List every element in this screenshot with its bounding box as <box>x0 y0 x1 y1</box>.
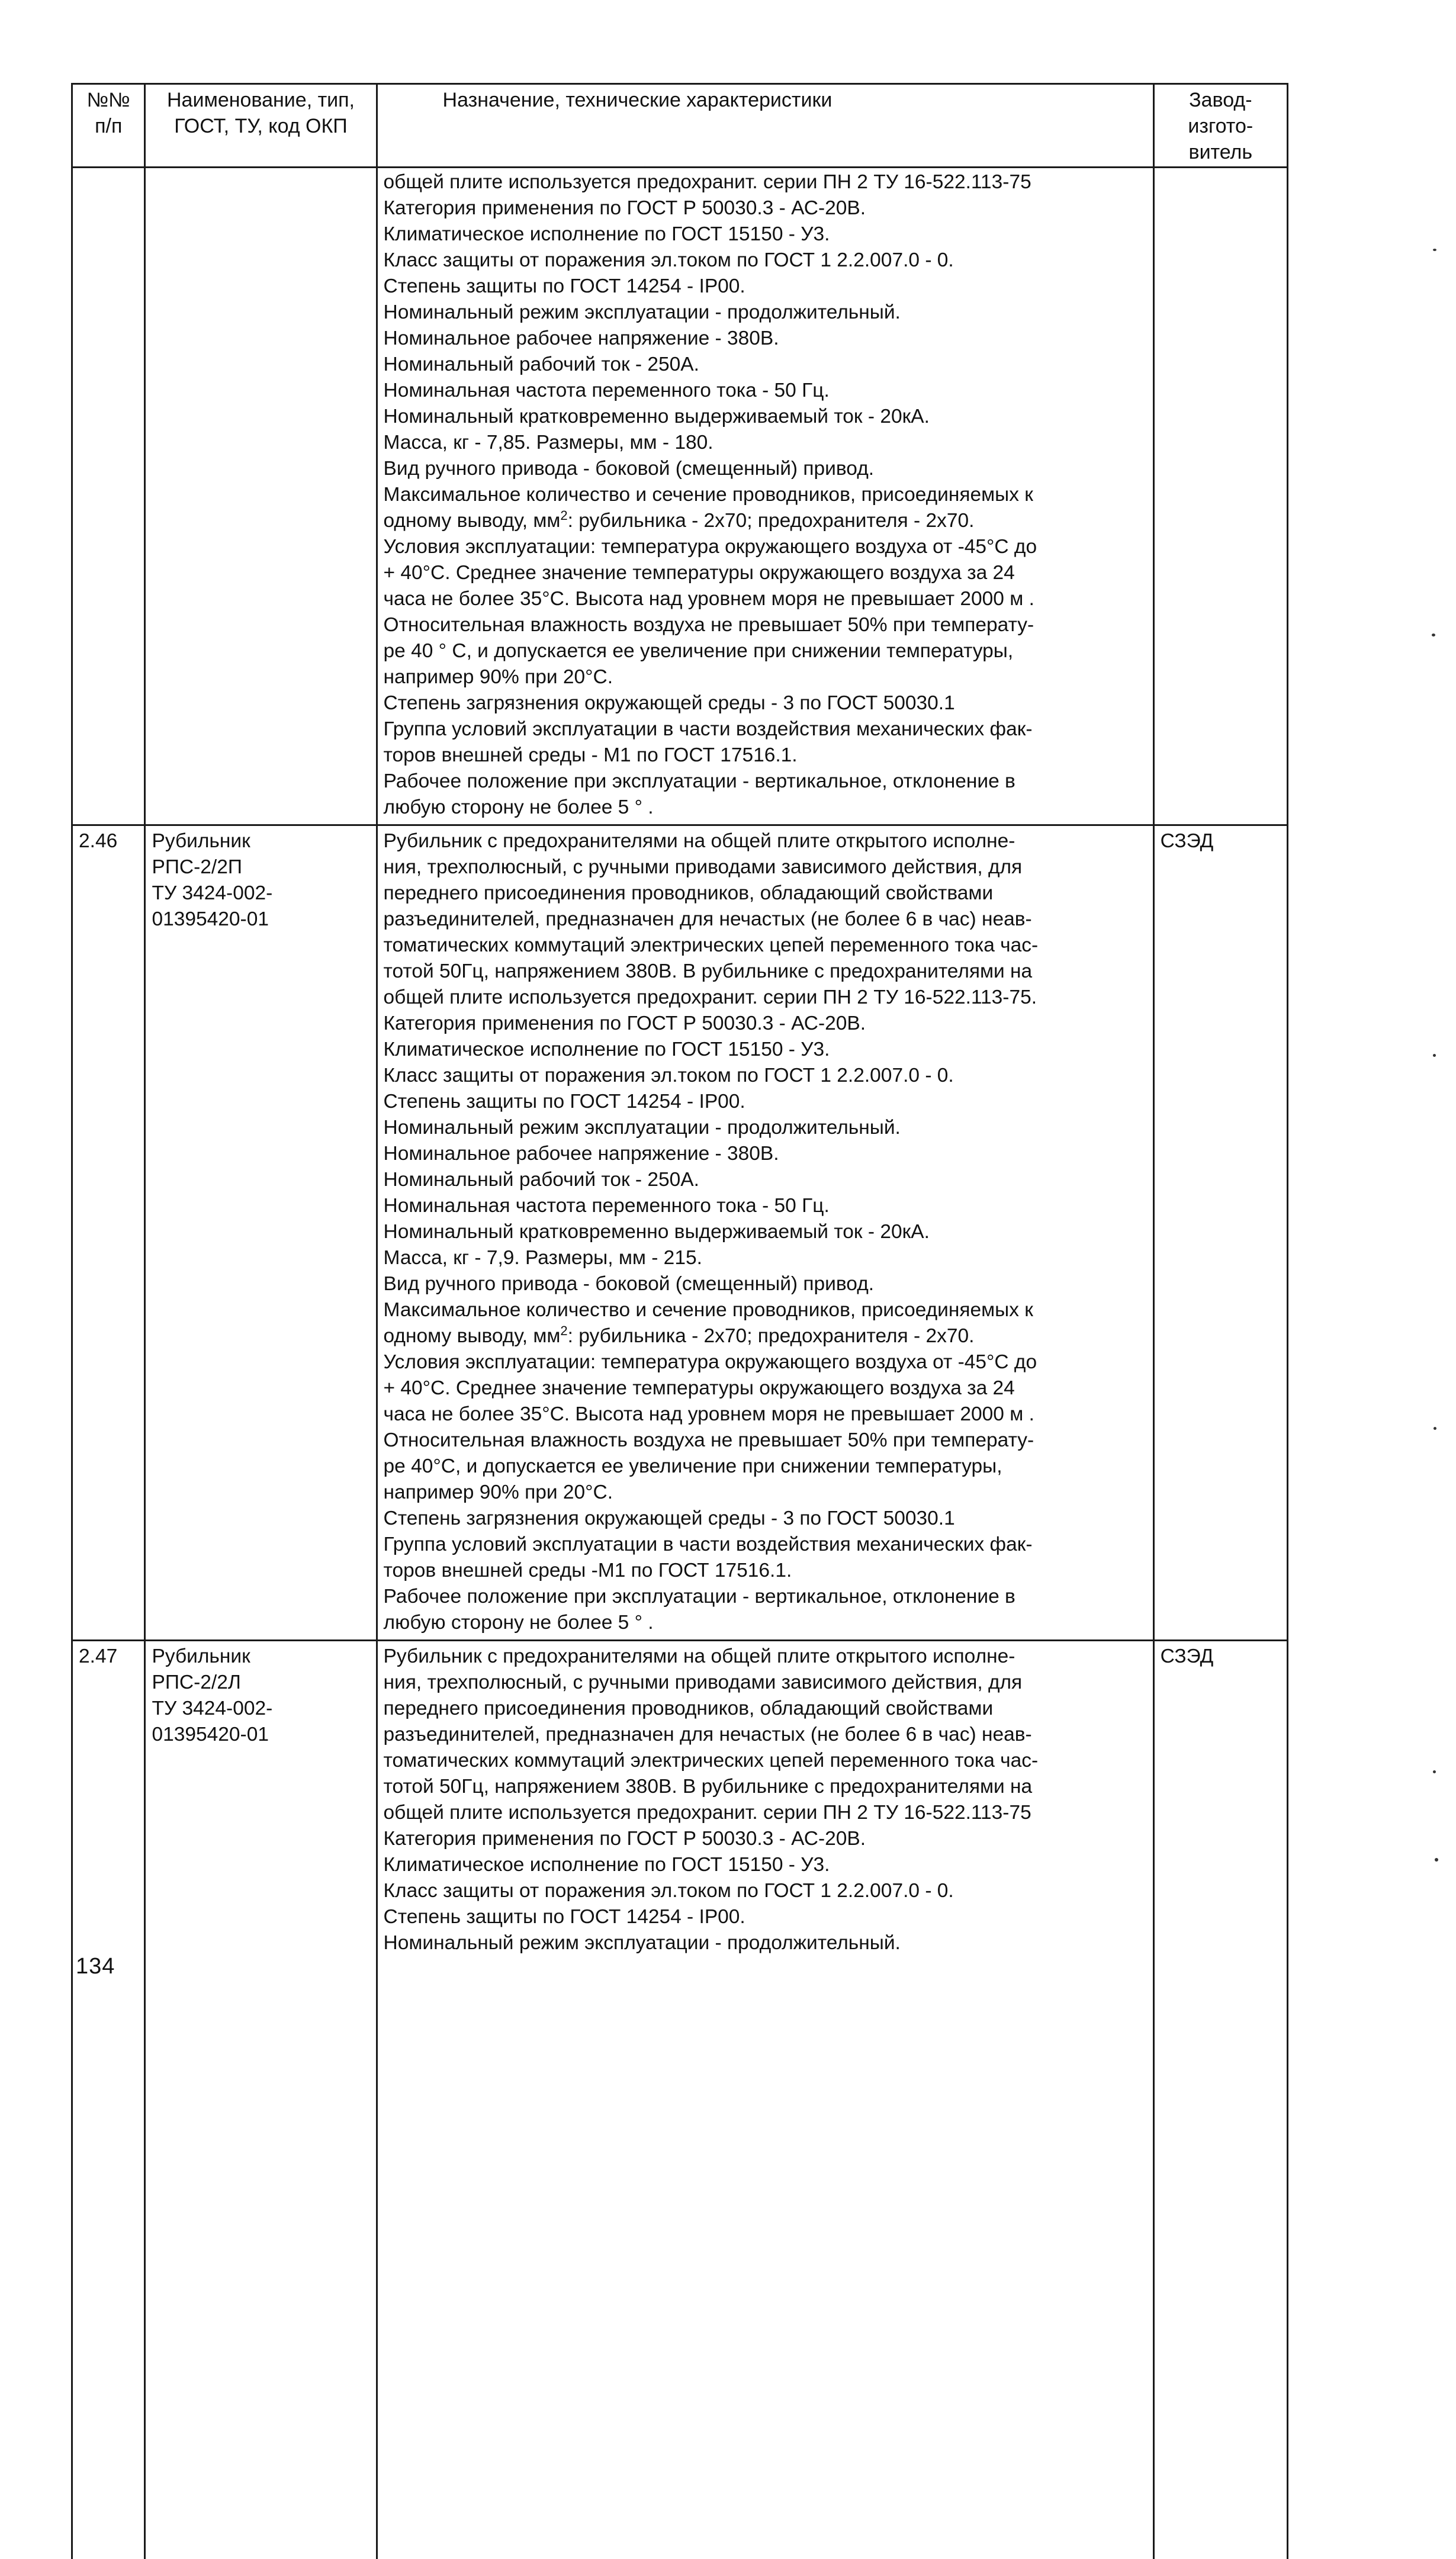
text-line: Номинальный режим эксплуатации - продолжительный. <box>384 1115 1147 1141</box>
text-line: 01395420-01 <box>152 1722 369 1748</box>
table-row <box>72 825 1288 1641</box>
page-number: 134 <box>76 1954 115 1979</box>
text-line: Рубильник с предохранителями на общей плите открытого исполне- <box>384 828 1147 854</box>
text-line: 01395420-01 <box>152 906 369 933</box>
row-name <box>145 825 377 1641</box>
row-description <box>377 825 1153 1641</box>
text-line: Вид ручного привода - боковой (смещенный) привод. <box>384 1271 1147 1297</box>
text-line: + 40°С. Среднее значение температуры окружающего воздуха за 24 <box>384 560 1147 586</box>
text-line: Масса, кг - 7,9. Размеры, мм - 215. <box>384 1245 1147 1271</box>
text-line: томатических коммутаций электрических цепей переменного тока час- <box>384 1748 1147 1774</box>
text-line: переднего присоединения проводников, обладающий свойствами <box>384 1696 1147 1722</box>
scan-speck <box>1432 634 1435 636</box>
text-line: общей плите используется предохранит. серии ПН 2 ТУ 16-522.113-75. <box>384 985 1147 1011</box>
header-description: Назначение, технические характеристики <box>377 84 1153 168</box>
scan-speck <box>1435 1858 1438 1862</box>
text-line: Рабочее положение при эксплуатации - вертикальное, отклонение в <box>384 1584 1147 1610</box>
scan-speck <box>1433 249 1436 251</box>
row-number: 2.47 <box>72 1641 145 2559</box>
text-line: Максимальное количество и сечение проводников, присоединяемых к <box>384 482 1147 508</box>
text-line: например 90% при 20°С. <box>384 664 1147 690</box>
header-line: витель <box>1161 139 1281 165</box>
text-line: Номинальный режим эксплуатации - продолжительный. <box>384 300 1147 326</box>
text-line: Степень загрязнения окружающей среды - 3 по ГОСТ 50030.1 <box>384 690 1147 716</box>
text-line: Номинальный кратковременно выдерживаемый ток - 20кА. <box>384 404 1147 430</box>
text-line: разъединителей, предназначен для нечастых (не более 6 в час) неав- <box>384 906 1147 933</box>
text-line: РПС-2/2П <box>152 854 369 880</box>
text-line: разъединителей, предназначен для нечастых (не более 6 в час) неав- <box>384 1722 1147 1748</box>
catalog-table <box>71 83 1288 2559</box>
text-line: Класс защиты от поражения эл.током по ГОСТ 1 2.2.007.0 - 0. <box>384 1063 1147 1089</box>
text-line: одному выводу, $мм^2$: рубильника - 2х70; предохранителя - 2х70. <box>384 508 1147 534</box>
text-line: Группа условий эксплуатации в части воздействия механических фак- <box>384 716 1147 742</box>
text-line: Рубильник <box>152 1644 369 1670</box>
text-line: Вид ручного привода - боковой (смещенный) привод. <box>384 456 1147 482</box>
text-line: Класс защиты от поражения эл.током по ГОСТ 1 2.2.007.0 - 0. <box>384 247 1147 274</box>
text-line: Номинальное рабочее напряжение - 380В. <box>384 326 1147 352</box>
row-number: 2.46 <box>72 825 145 1641</box>
text-line: ре 40 ° С, и допускается ее увеличение при снижении температуры, <box>384 638 1147 664</box>
text-line: общей плите используется предохранит. серии ПН 2 ТУ 16-522.113-75 <box>384 1800 1147 1826</box>
text-line: Климатическое исполнение по ГОСТ 15150 - У3. <box>384 1852 1147 1878</box>
text-line: Номинальная частота переменного тока - 50 Гц. <box>384 378 1147 404</box>
text-line: Степень защиты по ГОСТ 14254 - IP00. <box>384 1904 1147 1930</box>
text-line: часа не более 35°С. Высота над уровнем моря не превышает 2000 м . <box>384 586 1147 612</box>
text-line: ТУ 3424-002- <box>152 1696 369 1722</box>
text-line: Категория применения по ГОСТ Р 50030.3 - АС-20В. <box>384 195 1147 221</box>
text-line: Относительная влажность воздуха не превышает 50% при температу- <box>384 1428 1147 1454</box>
text-line: Номинальный режим эксплуатации - продолжительный. <box>384 1930 1147 1956</box>
header-line: №№ <box>79 87 138 113</box>
header-number <box>72 84 145 168</box>
text-line: Категория применения по ГОСТ Р 50030.3 - АС-20В. <box>384 1826 1147 1852</box>
text-line: торов внешней среды - М1 по ГОСТ 17516.1. <box>384 742 1147 769</box>
text-line: Категория применения по ГОСТ Р 50030.3 - АС-20В. <box>384 1011 1147 1037</box>
text-line: Рубильник <box>152 828 369 854</box>
text-line: любую сторону не более 5 ° . <box>384 1610 1147 1636</box>
row-name <box>145 168 377 825</box>
text-line: Рабочее положение при эксплуатации - вертикальное, отклонение в <box>384 769 1147 795</box>
header-line: Наименование, тип, <box>152 87 369 113</box>
text-line: торов внешней среды -М1 по ГОСТ 17516.1. <box>384 1558 1147 1584</box>
scan-speck <box>1433 1427 1436 1430</box>
text-line: Номинальное рабочее напряжение - 380В. <box>384 1141 1147 1167</box>
text-line: Степень загрязнения окружающей среды - 3 по ГОСТ 50030.1 <box>384 1506 1147 1532</box>
text-line: Класс защиты от поражения эл.током по ГОСТ 1 2.2.007.0 - 0. <box>384 1878 1147 1904</box>
text-line: Группа условий эксплуатации в части воздействия механических фак- <box>384 1532 1147 1558</box>
text-line: переднего присоединения проводников, обладающий свойствами <box>384 880 1147 906</box>
text-line: Номинальный кратковременно выдерживаемый ток - 20кА. <box>384 1219 1147 1245</box>
text-line: Рубильник с предохранителями на общей плите открытого исполне- <box>384 1644 1147 1670</box>
text-line: ТУ 3424-002- <box>152 880 369 906</box>
row-manufacturer: СЗЭД <box>1153 825 1287 1641</box>
row-manufacturer: СЗЭД <box>1153 1641 1287 2559</box>
row-manufacturer <box>1153 168 1287 825</box>
text-line: часа не более 35°С. Высота над уровнем моря не превышает 2000 м . <box>384 1401 1147 1428</box>
text-line: общей плите используется предохранит. серии ПН 2 ТУ 16-522.113-75 <box>384 169 1147 195</box>
text-line: Максимальное количество и сечение проводников, присоединяемых к <box>384 1297 1147 1323</box>
text-line: ния, трехполюсный, с ручными приводами зависимого действия, для <box>384 854 1147 880</box>
text-line: Климатическое исполнение по ГОСТ 15150 - У3. <box>384 221 1147 247</box>
text-line: ре 40°С, и допускается ее увеличение при снижении температуры, <box>384 1454 1147 1480</box>
text-line: тотой 50Гц, напряжением 380В. В рубильнике с предохранителями на <box>384 959 1147 985</box>
table-header-row <box>72 84 1288 168</box>
text-line: РПС-2/2Л <box>152 1670 369 1696</box>
header-line: изгото- <box>1161 113 1281 139</box>
text-line: любую сторону не более 5 ° . <box>384 795 1147 821</box>
header-line: п/п <box>79 113 138 139</box>
header-name <box>145 84 377 168</box>
text-line: ния, трехполюсный, с ручными приводами зависимого действия, для <box>384 1670 1147 1696</box>
scan-speck <box>1433 1054 1436 1057</box>
row-name <box>145 1641 377 2559</box>
row-description <box>377 168 1153 825</box>
table-row <box>72 168 1288 825</box>
scan-speck <box>1433 1770 1436 1773</box>
text-line: Условия эксплуатации: температура окружающего воздуха от -45°С до <box>384 1349 1147 1375</box>
text-line: Номинальная частота переменного тока - 50 Гц. <box>384 1193 1147 1219</box>
text-line: Степень защиты по ГОСТ 14254 - IP00. <box>384 1089 1147 1115</box>
header-line: Завод- <box>1161 87 1281 113</box>
text-line: Климатическое исполнение по ГОСТ 15150 - У3. <box>384 1037 1147 1063</box>
text-line: Номинальный рабочий ток - 250А. <box>384 352 1147 378</box>
text-line: Степень защиты по ГОСТ 14254 - IP00. <box>384 274 1147 300</box>
text-line: Масса, кг - 7,85. Размеры, мм - 180. <box>384 430 1147 456</box>
header-line: ГОСТ, ТУ, код ОКП <box>152 113 369 139</box>
text-line: например 90% при 20°С. <box>384 1480 1147 1506</box>
text-line: одному выводу, $мм^2$: рубильника - 2х70; предохранителя - 2х70. <box>384 1323 1147 1349</box>
text-line: Относительная влажность воздуха не превышает 50% при температу- <box>384 612 1147 638</box>
row-number <box>72 168 145 825</box>
text-line: + 40°С. Среднее значение температуры окружающего воздуха за 24 <box>384 1375 1147 1401</box>
text-line: томатических коммутаций электрических цепей переменного тока час- <box>384 933 1147 959</box>
row-description <box>377 1641 1153 2559</box>
header-manufacturer <box>1153 84 1287 168</box>
table-row <box>72 1641 1288 2559</box>
text-line: Номинальный рабочий ток - 250А. <box>384 1167 1147 1193</box>
text-line: тотой 50Гц, напряжением 380В. В рубильнике с предохранителями на <box>384 1774 1147 1800</box>
text-line: Условия эксплуатации: температура окружающего воздуха от -45°С до <box>384 534 1147 560</box>
